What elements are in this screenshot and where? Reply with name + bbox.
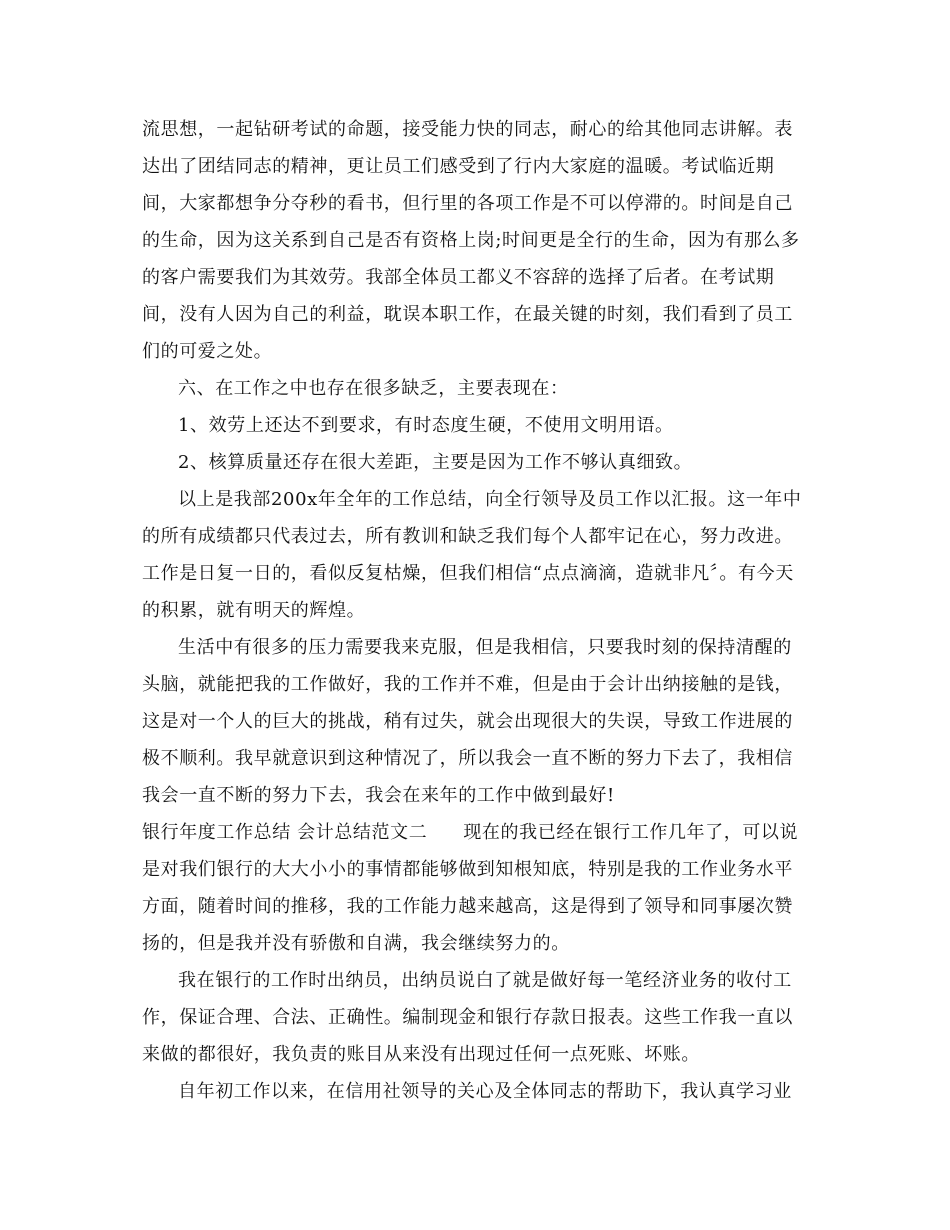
heading-line (142, 822, 798, 844)
text-line: 生活中有很多的压力需要我来克服，但是我相信，只要我时刻的保持清醒的 (178, 637, 792, 658)
text-line: 我在银行的工作时出纳员，出纳员说白了就是做好每一笔经济业务的收付工 (178, 970, 792, 991)
text-line: 扬的，但是我并没有骄傲和自满，我会继续努力的。 (142, 933, 570, 954)
text-line: 们的可爱之处。 (142, 341, 273, 362)
text-line: 的生命，因为这关系到自己是否有资格上岗;时间更是全行的生命，因为有那么多 (142, 230, 800, 251)
text-line: 1、效劳上还达不到要求，有时态度生硬，不使用文明用语。 (178, 415, 674, 436)
section-heading: 银行年度工作总结 会计总结范文二 (142, 822, 428, 843)
text-line: 极不顺利。我早就意识到这种情况了，所以我会一直不断的努力下去了，我相信 (142, 748, 793, 769)
heading-continuation: 现在的我已经在银行工作几年了，可以说 (463, 822, 799, 843)
text-line: 的客户需要我们为其效劳。我部全体员工都义不容辞的选择了后者。在考试期 (142, 267, 775, 288)
text-line: 来做的都很好，我负责的账目从来没有出现过任何一点死账、坏账。 (142, 1044, 700, 1065)
text-line: 间，大家都想争分夺秒的看书，但行里的各项工作是不可以停滞的。时间是自己 (142, 193, 793, 214)
text-line: 流思想，一起钻研考试的命题，接受能力快的同志，耐心的给其他同志讲解。表 (142, 119, 793, 140)
text-line: 这是对一个人的巨大的挑战，稍有过失，就会出现很大的失误，导致工作进展的 (142, 711, 793, 732)
text-line: 以上是我部200x年全年的工作总结，向全行领导及员工作以汇报。这一年中 (178, 489, 802, 510)
text-line: 六、在工作之中也存在很多缺乏，主要表现在： (178, 378, 569, 399)
text-line: 头脑，就能把我的工作做好，我的工作并不难，但是由于会计出纳接触的是钱， (142, 674, 793, 695)
text-line: 的积累，就有明天的辉煌。 (142, 600, 366, 621)
text-line: 是对我们银行的大大小小的事情都能够做到知根知底，特别是我的工作业务水平 (142, 859, 793, 880)
text-line: 方面，随着时间的推移，我的工作能力越来越高，这是得到了领导和同事屡次赞 (142, 896, 793, 917)
text-line: 的所有成绩都只代表过去，所有教训和缺乏我们每个人都牢记在心，努力改进。 (142, 526, 793, 547)
text-line: 达出了团结同志的精神，更让员工们感受到了行内大家庭的温暖。考试临近期 (142, 156, 775, 177)
text-line: 自年初工作以来，在信用社领导的关心及全体同志的帮助下，我认真学习业 (178, 1081, 792, 1102)
text-line: 工作是日复一日的，看似反复枯燥，但我们相信“点点滴滴，造就非凡〞。有今天 (142, 563, 794, 584)
text-line: 作，保证合理、合法、正确性。编制现金和银行存款日报表。这些工作我一直以 (142, 1007, 793, 1028)
text-line: 我会一直不断的努力下去，我会在来年的工作中做到最好! (142, 785, 615, 806)
text-line: 2、核算质量还存在很大差距，主要是因为工作不够认真细致。 (178, 452, 693, 473)
text-line: 间，没有人因为自己的利益，耽误本职工作，在最关键的时刻，我们看到了员工 (142, 304, 793, 325)
